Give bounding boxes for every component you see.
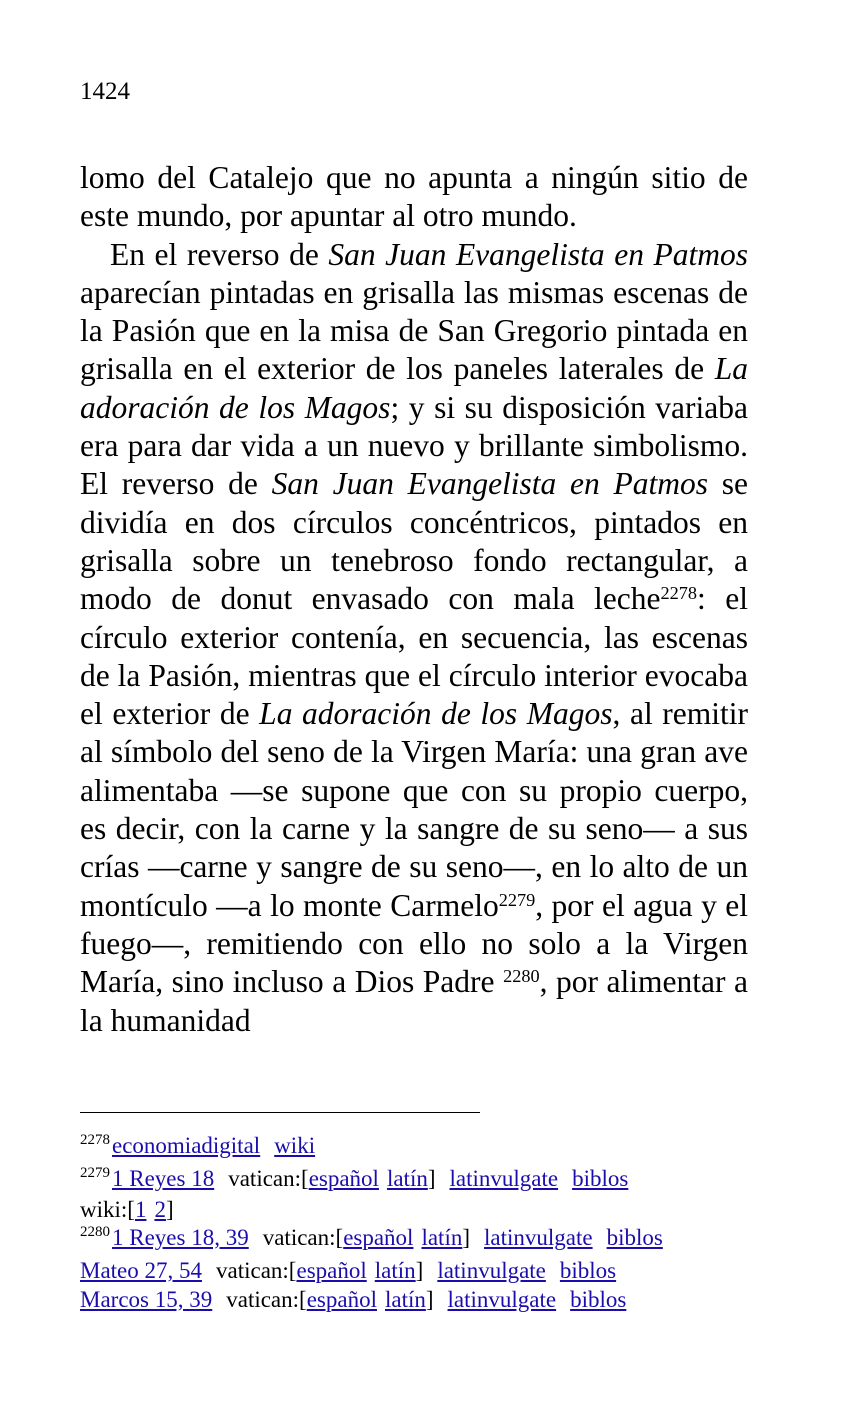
link-latinvulgate[interactable]: latinvulgate [484, 1225, 593, 1250]
body-text [80, 159, 748, 1040]
link-latinvulgate[interactable]: latinvulgate [437, 1258, 546, 1283]
footnote-number: 2278 [80, 1132, 110, 1148]
paragraph-2: En el reverso de San Juan Evangelista en Patmos aparecían pintadas en grisalla las mismas escenas de la Pasión que en la misa de San Gregorio pintada en grisalla en el exterior de los paneles laterales de La adoración de los Magos; y si su disposición variaba era para dar vida a un nuevo y brillante simbolismo. El reverso de San Juan Evangelista en Patmos se dividía en dos círculos concéntricos, pintados en grisalla sobre un tenebroso fondo rectangular, a modo de donut envasado con mala leche$^{2278}$: el círculo exterior contenía, en secuencia, las escenas de la Pasión, mientras que el círculo interior evocaba el exterior de La adoración de los Magos, al remitir al símbolo del seno de la Virgen María: una gran ave alimentaba —se supone que con su propio cuerpo, es decir, con la carne y la sangre de su seno— a sus crías —carne y sangre de su seno—, en lo alto de un montículo —a lo monte Carmelo$^{2279}$, por el agua y el fuego—, remitiendo con ello no solo a la Virgen María, sino incluso a Dios Padre $^{2280}$, por alimentar a la humanidad [80, 236, 749, 1038]
artwork-title: La adoración de los Magos [80, 351, 748, 425]
footnote-2280: $^{2280}$1 Reyes 18, 39 vatican:[español latín] latinvulgate biblos [80, 1224, 663, 1250]
link-biblos[interactable]: biblos [570, 1287, 627, 1312]
footnote-number: 2280 [80, 1224, 110, 1240]
link-wiki[interactable]: wiki [274, 1133, 316, 1158]
footnote-ref-2278[interactable]: 2278 [660, 583, 698, 604]
link-bible-ref[interactable]: Marcos 15, 39 [80, 1287, 213, 1312]
link-biblos[interactable]: biblos [572, 1166, 629, 1191]
wiki-label: wiki:[ [80, 1197, 135, 1222]
artwork-title: La adoración de los Magos [259, 696, 613, 732]
footnotes [80, 1131, 780, 1314]
link-vatican-espanol[interactable]: español [296, 1258, 367, 1283]
footnote-2279: $^{2279}$1 Reyes 18 vatican:[español latín] latinvulgate biblos [80, 1165, 629, 1191]
vatican-label: vatican:[ [216, 1258, 297, 1283]
footnote-ref-2279[interactable]: 2279 [498, 889, 536, 910]
artwork-title: San Juan Evangelista en Patmos [328, 236, 748, 272]
footnote-2280-row-2: Mateo 27, 54 vatican:[español latín] latinvulgate biblos [80, 1258, 617, 1283]
footnote-ref-2280[interactable]: 2280 [503, 966, 540, 987]
link-vatican-latin[interactable]: latín [384, 1287, 426, 1312]
footnote-2280-row-3: Marcos 15, 39 vatican:[español latín] latinvulgate biblos [80, 1287, 627, 1312]
link-bible-ref[interactable]: 1 Reyes 18, 39 [112, 1225, 249, 1250]
link-wiki-1[interactable]: 1 [134, 1197, 147, 1222]
vatican-label: vatican:[ [262, 1225, 344, 1250]
footnote-2278 [80, 1131, 780, 1164]
footnote-2279-wiki: wiki:[1 2] [80, 1197, 174, 1222]
link-latinvulgate[interactable]: latinvulgate [447, 1287, 557, 1312]
vatican-label: vatican:[ [228, 1166, 309, 1191]
vatican-label: vatican:[ [226, 1287, 307, 1312]
artwork-title: San Juan Evangelista en Patmos [271, 466, 709, 502]
link-vatican-espanol[interactable]: español [306, 1287, 377, 1312]
link-biblos[interactable]: biblos [559, 1258, 617, 1283]
link-vatican-espanol[interactable]: español [308, 1166, 379, 1191]
page-number: 1424 [80, 78, 130, 105]
link-bible-ref[interactable]: Mateo 27, 54 [80, 1258, 203, 1283]
link-vatican-latin[interactable]: latín [374, 1258, 416, 1283]
link-biblos[interactable]: biblos [606, 1225, 663, 1250]
link-vatican-latin[interactable]: latín [421, 1225, 463, 1250]
link-vatican-latin[interactable]: latín [386, 1166, 428, 1191]
link-economiadigital[interactable]: economiadigital [112, 1133, 261, 1158]
paragraph-1: lomo del Catalejo que no apunta a ningún sitio de este mundo, por apuntar al otro mundo. [80, 160, 748, 234]
link-vatican-espanol[interactable]: español [343, 1225, 414, 1250]
link-wiki-2[interactable]: 2 [154, 1197, 166, 1222]
footnote-number: 2279 [80, 1165, 110, 1181]
link-latinvulgate[interactable]: latinvulgate [449, 1166, 559, 1191]
footnote-divider [80, 1112, 480, 1113]
link-bible-ref[interactable]: 1 Reyes 18 [112, 1166, 215, 1191]
